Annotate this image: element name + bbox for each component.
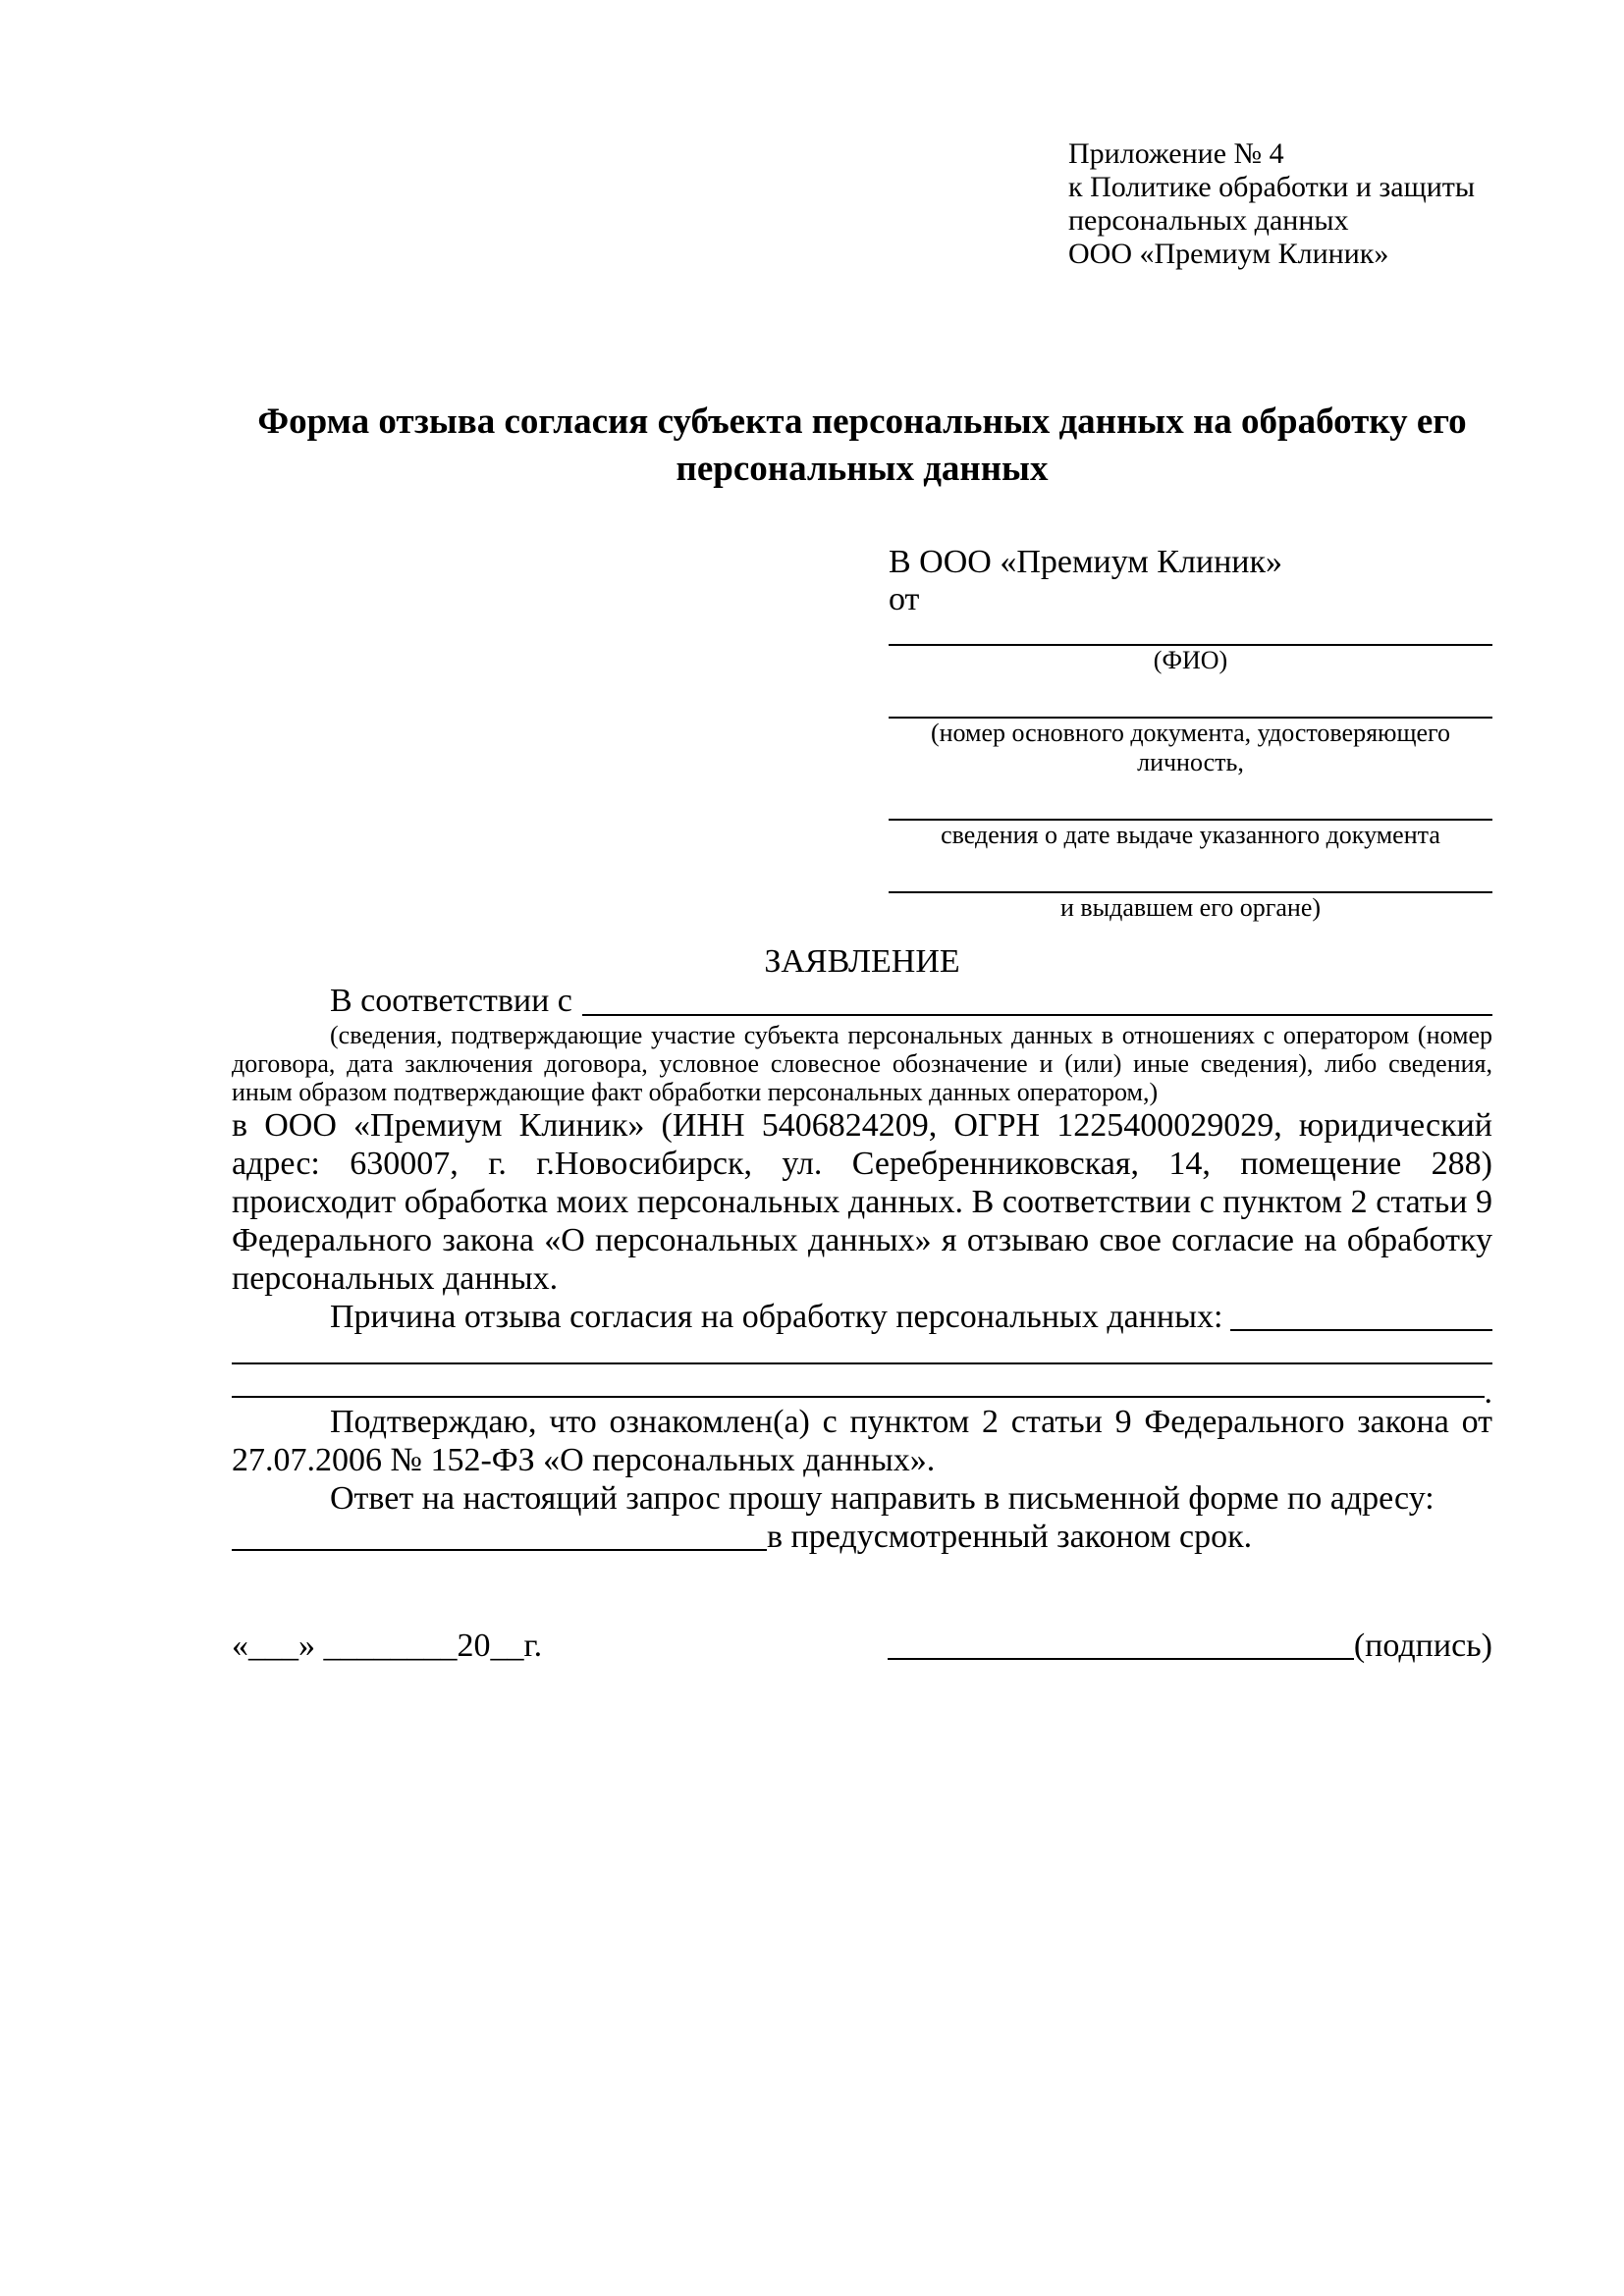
fio-blank-line <box>889 618 1492 646</box>
body-paragraph: в ООО «Премиум Клиник» (ИНН 5406824209, ОГРН 1225400029029, юридический адрес: 630007, г. г.Новосибирск, ул. Серебренниковская, 14, помещение 288) происходит обработка моих персональных данных. В соответствии с пунктом 2 статьи 9 Федерального закона «О персональных данных» я отзываю свое согласие на обработку персональных данных. <box>232 1107 1492 1297</box>
fio-caption: (ФИО) <box>1153 646 1228 674</box>
addressee-to: В ООО «Премиум Клиник» <box>889 544 1283 580</box>
appendix-block <box>1068 137 1492 271</box>
reason-blank-line-3 <box>232 1396 1485 1398</box>
doc-date-blank-line <box>889 777 1492 821</box>
date-line: «___» ________20__г. <box>232 1628 543 1664</box>
doc-date-caption: сведения о дате выдаче указанного документа <box>941 821 1440 849</box>
appendix-line: к Политике обработки и защиты <box>1068 171 1476 203</box>
addressee-from: от <box>889 581 920 617</box>
doc-issuer-blank-line <box>889 850 1492 893</box>
signature-caption: (подпись) <box>1353 1628 1492 1664</box>
addressee-block <box>889 544 1492 923</box>
intro-row <box>232 982 1492 1021</box>
period: . <box>1484 1374 1492 1411</box>
appendix-line: персональных данных <box>1068 204 1349 237</box>
reason-blank-row-3 <box>232 1369 1492 1411</box>
signature-group <box>888 1627 1492 1666</box>
doc-issuer-caption: и выдавшем его органе) <box>1059 893 1322 922</box>
date-signature-row <box>232 1627 1492 1666</box>
reason-blank-row-2 <box>232 1336 1492 1369</box>
intro-blank-line <box>582 1014 1492 1016</box>
reason-blank-line <box>1230 1329 1492 1331</box>
reason-row <box>232 1298 1492 1336</box>
statement-heading: ЗАЯВЛЕНИЕ <box>764 943 960 980</box>
reply-paragraph: Ответ на настоящий запрос прошу направить в письменной форме по адресу: <box>330 1480 1435 1517</box>
appendix-line: Приложение № 4 <box>1068 137 1284 170</box>
reply-suffix: в предусмотренный законом срок. <box>767 1519 1253 1555</box>
document-title: Форма отзыва согласия субъекта персональных данных на обработку его персональных данных <box>257 401 1467 489</box>
reason-blank-line-2 <box>232 1362 1492 1364</box>
doc-number-blank-line <box>889 675 1492 719</box>
appendix-line: ООО «Премиум Клиник» <box>1068 238 1389 270</box>
reason-label: Причина отзыва согласия на обработку персональных данных: <box>330 1299 1223 1335</box>
address-row <box>232 1518 1492 1556</box>
address-blank-line <box>232 1549 767 1551</box>
confirm-paragraph: Подтверждаю, что ознакомлен(а) с пунктом 2 статьи 9 Федерального закона от 27.07.2006 № 152-ФЗ «О персональных данных». <box>232 1404 1492 1478</box>
doc-number-caption: (номер основного документа, удостоверяющего личность, <box>930 719 1451 776</box>
note-text: (сведения, подтверждающие участие субъекта персональных данных в отношениях с оператором (номер договора, дата заключения договора, условное словесное обозначение и (или) иные сведения), либо сведения, иным образом подтверждающие факт обработки персональных данных оператором,) <box>232 1021 1492 1106</box>
signature-blank-line <box>888 1658 1354 1660</box>
intro-label: В соответствии с <box>330 983 572 1019</box>
